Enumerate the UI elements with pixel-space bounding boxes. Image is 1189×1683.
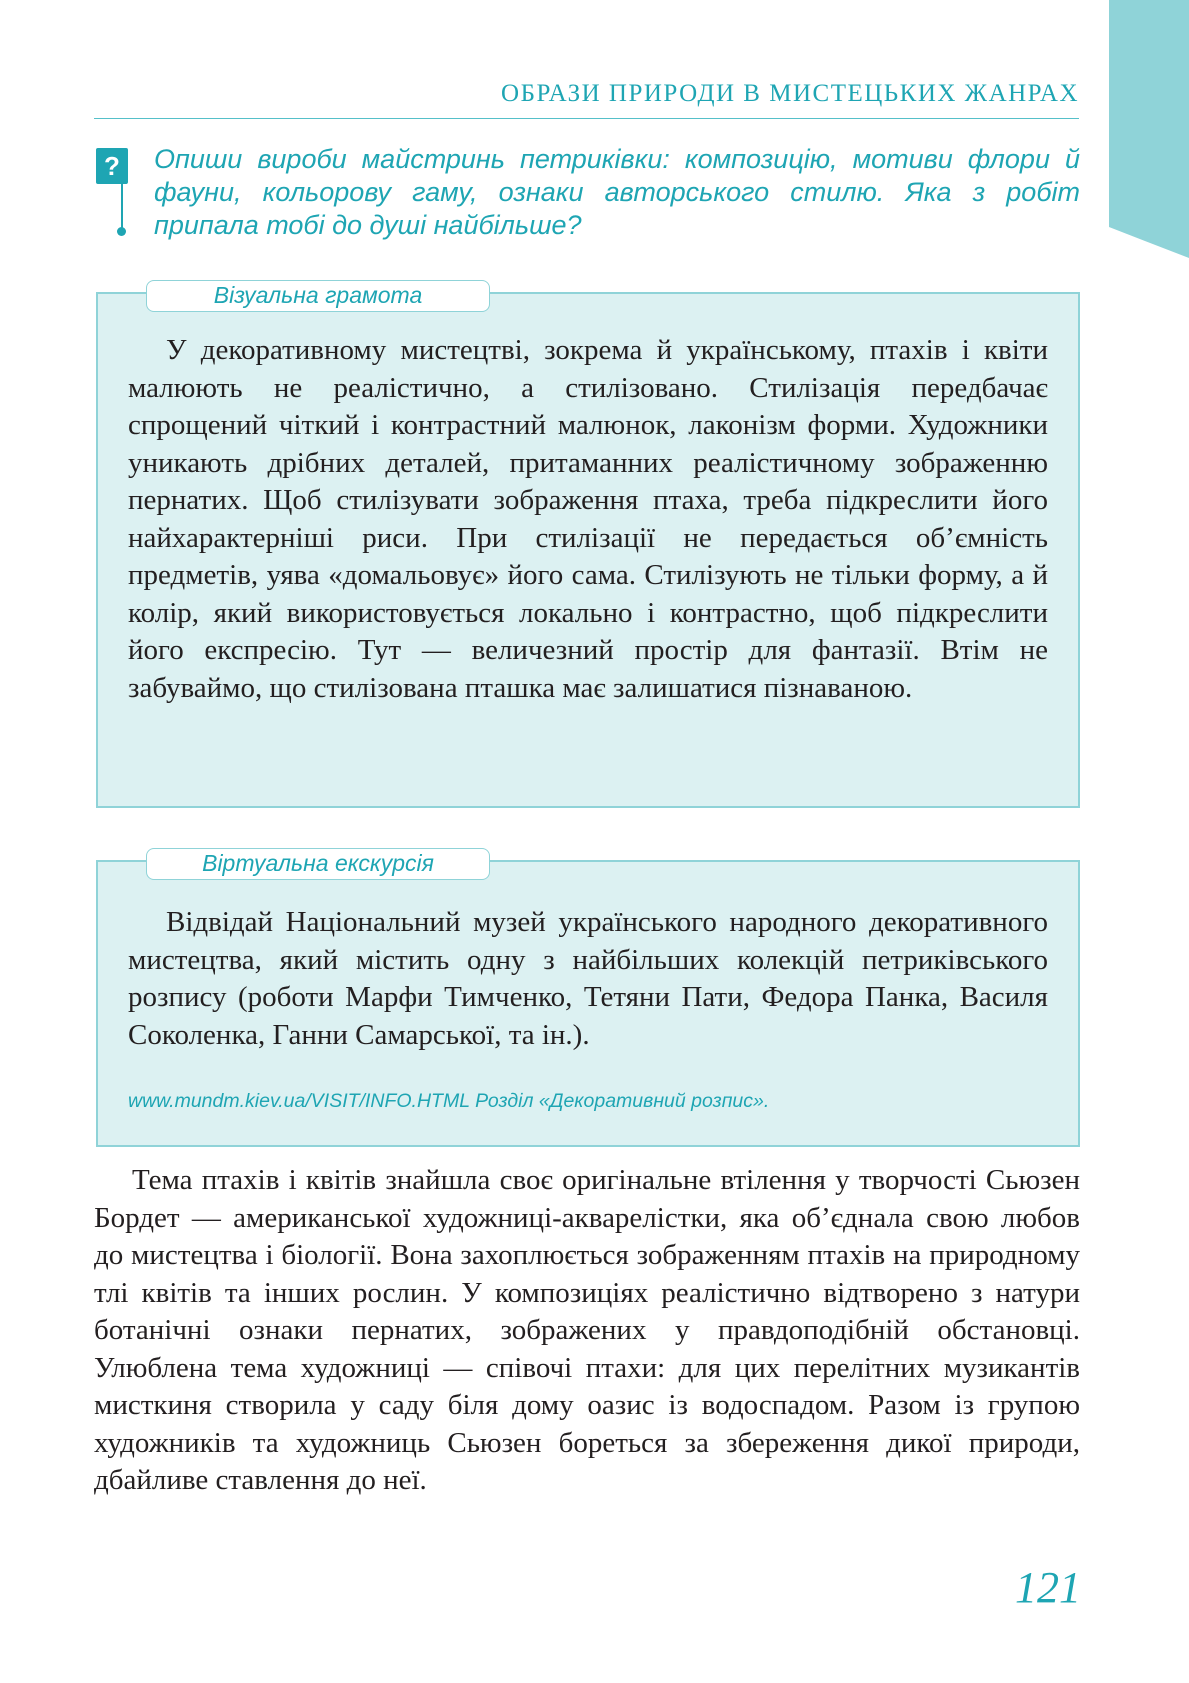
visual-literacy-label: Візуальна грамота — [146, 280, 490, 312]
question-text: Опиши вироби майстринь петриківки: композицію, мотиви флори й фауни, кольорову гаму, ознаки авторського стилю. Яка з робіт припала тобі до душі найбільше? — [154, 144, 1080, 240]
visual-literacy-text: У декоративному мистецтві, зокрема й українському, птахів і квіти малюють не реалістично, а стилізовано. Стилізація передбачає спрощений чіткий і контрастний малюнок, лаконізм форми. Художники уникають дрібних деталей, притаманних реалістичному зображенню пернатих. Щоб стилізувати зображення птаха, треба підкреслити його найхарактерніші риси. При стилізації не передається об’ємність предметів, уява «домальовує» його сама. Стилізують не тільки форму, а й колір, який використовується локально і контрастно, щоб підкреслити його експресію. Тут — величезний простір для фантазії. Втім не забуваймо, що стилізована пташка має залишатися пізнаваною. — [128, 334, 1048, 704]
running-header: ОБРАЗИ ПРИРОДИ В МИСТЕЦЬКИХ ЖАНРАХ — [94, 80, 1079, 119]
question-marker — [96, 148, 130, 238]
virtual-tour-label: Віртуальна екскурсія — [146, 848, 490, 880]
page-number: 121 — [1015, 1563, 1081, 1612]
question-mark-icon: ? — [96, 148, 128, 184]
body-paragraph: Тема птахів і квітів знайшла своє оригінальне втілення у творчості Сьюзен Бордет — американської художниці-акварелістки, яка об’єднала свою любов до мистецтва і біології. Вона захоплюється зображенням птахів на природному тлі квітів та інших рослин. У композиціях реалістично відтворено з натури ботанічні ознаки пернатих, зображених у правдоподібній обстановці. Улюблена тема художниці — співочі птахи: для цих перелітних музикантів мисткиня створила у саду біля дому оазис із водоспадом. Разом із групою художників та художниць Сьюзен бореться за збереження дикої природи, дбайливе ставлення до неї. — [94, 1164, 1080, 1496]
virtual-tour-text: Відвідай Національний музей українського народного декоративного мистецтва, який містить одну з найбільших колекцій петриківського розпису (роботи Марфи Тимченко, Тетяни Пати, Федора Панка, Василя Соколенка, Ганни Самарської, та ін.). — [128, 906, 1048, 1051]
marker-dot — [117, 227, 126, 236]
chapter-corner-tab — [1109, 0, 1189, 258]
virtual-tour-box — [96, 850, 1080, 1147]
museum-link[interactable]: www.mundm.kiev.ua/VISIT/INFO.HTML Розділ «Декоративний розпис». — [128, 1090, 770, 1112]
marker-stem — [121, 184, 123, 229]
visual-literacy-box — [96, 282, 1080, 808]
